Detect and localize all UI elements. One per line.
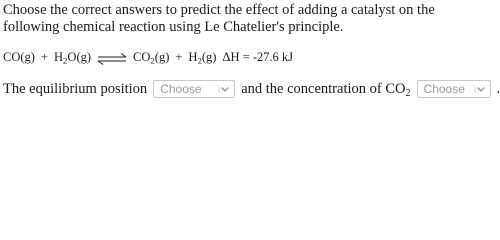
reactant-co: CO(g) (3, 50, 35, 64)
sentence-period: . (496, 80, 500, 97)
plus-sign: + (40, 50, 49, 64)
plus-sign: + (175, 50, 183, 64)
question-text: Choose the correct answers to predict the effect of adding a catalyst on the following chemical reaction using Le Chatelier's principle. (3, 2, 435, 35)
answer-lead-text: The equilibrium position (3, 80, 148, 97)
product-co2: $CO_2(g)$ (133, 50, 170, 66)
dropdown-selected-value: Choose (160, 82, 202, 96)
chevron-down-icon (474, 84, 486, 94)
equilibrium-position-dropdown[interactable] (153, 80, 235, 98)
dropdown-selected-value: Choose (423, 82, 465, 96)
answer-sentence (3, 80, 500, 98)
co2-concentration-dropdown[interactable] (417, 80, 491, 98)
equilibrium-arrows-icon (97, 52, 127, 66)
chevron-down-icon (218, 84, 230, 94)
reactant-water: $H_2O(g)$ (54, 50, 92, 66)
answer-middle-text: and the concentration of $CO_2$ (241, 80, 411, 99)
product-hydrogen: $H_2(g)$ (188, 50, 217, 66)
chemical-equation (3, 50, 293, 65)
enthalpy-change: ΔH = -27.6 kJ (222, 50, 294, 64)
